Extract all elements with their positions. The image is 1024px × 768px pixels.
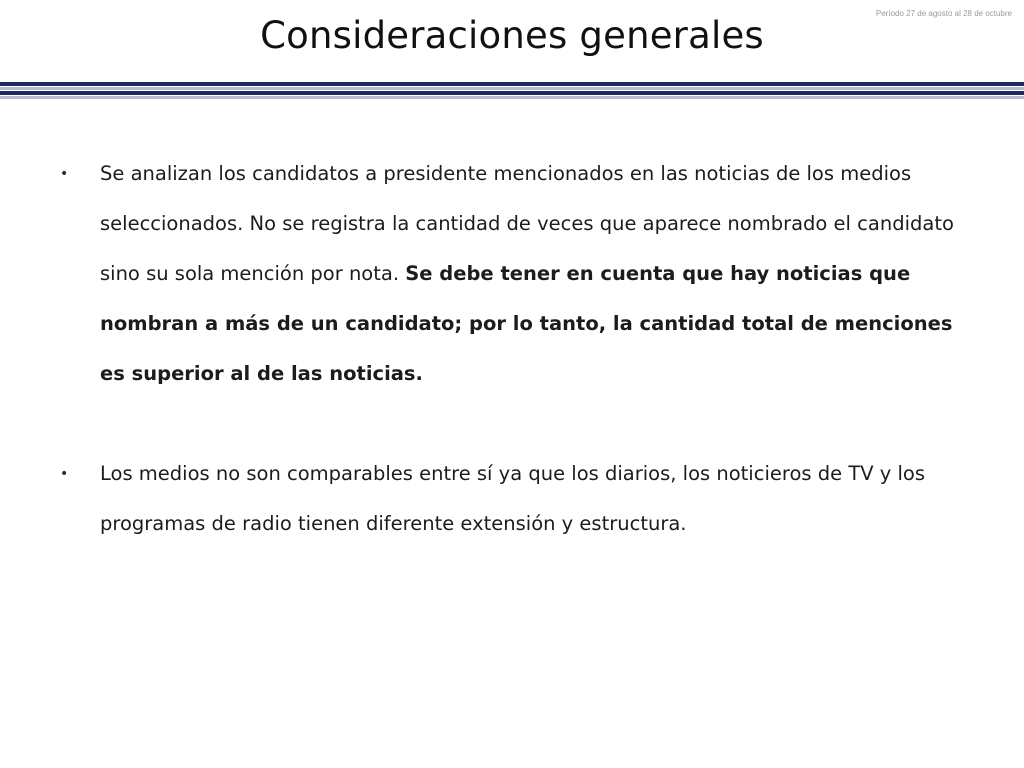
bullet-list bbox=[60, 149, 960, 549]
bullet-text: Los medios no son comparables entre sí ya que los diarios, los noticieros de TV y los programas de radio tienen diferente extensión y estructura. bbox=[100, 462, 926, 535]
bullet-marker: • bbox=[60, 166, 69, 182]
bullet-text-bold: Se debe tener en cuenta que hay noticias que nombran a más de un candidato; por lo tanto, la cantidad total de menciones es superior al de las noticias. bbox=[100, 262, 953, 385]
bullet-text: Se analizan los candidatos a presidente mencionados en las noticias de los medios seleccionados. No se registra la cantidad de veces que aparece nombrado el candidato sino su sola mención por nota. bbox=[100, 162, 954, 285]
bullet-item bbox=[60, 149, 960, 399]
period-note: Período 27 de agosto al 28 de octubre bbox=[875, 9, 1012, 18]
divider-line bbox=[0, 96, 1024, 99]
bullet-marker: • bbox=[60, 466, 69, 482]
divider-line bbox=[0, 82, 1024, 86]
divider-line bbox=[0, 91, 1024, 95]
slide-title: Consideraciones generales bbox=[260, 14, 764, 57]
title-divider bbox=[0, 82, 1024, 102]
bullet-item bbox=[60, 449, 960, 549]
divider-line bbox=[0, 87, 1024, 90]
